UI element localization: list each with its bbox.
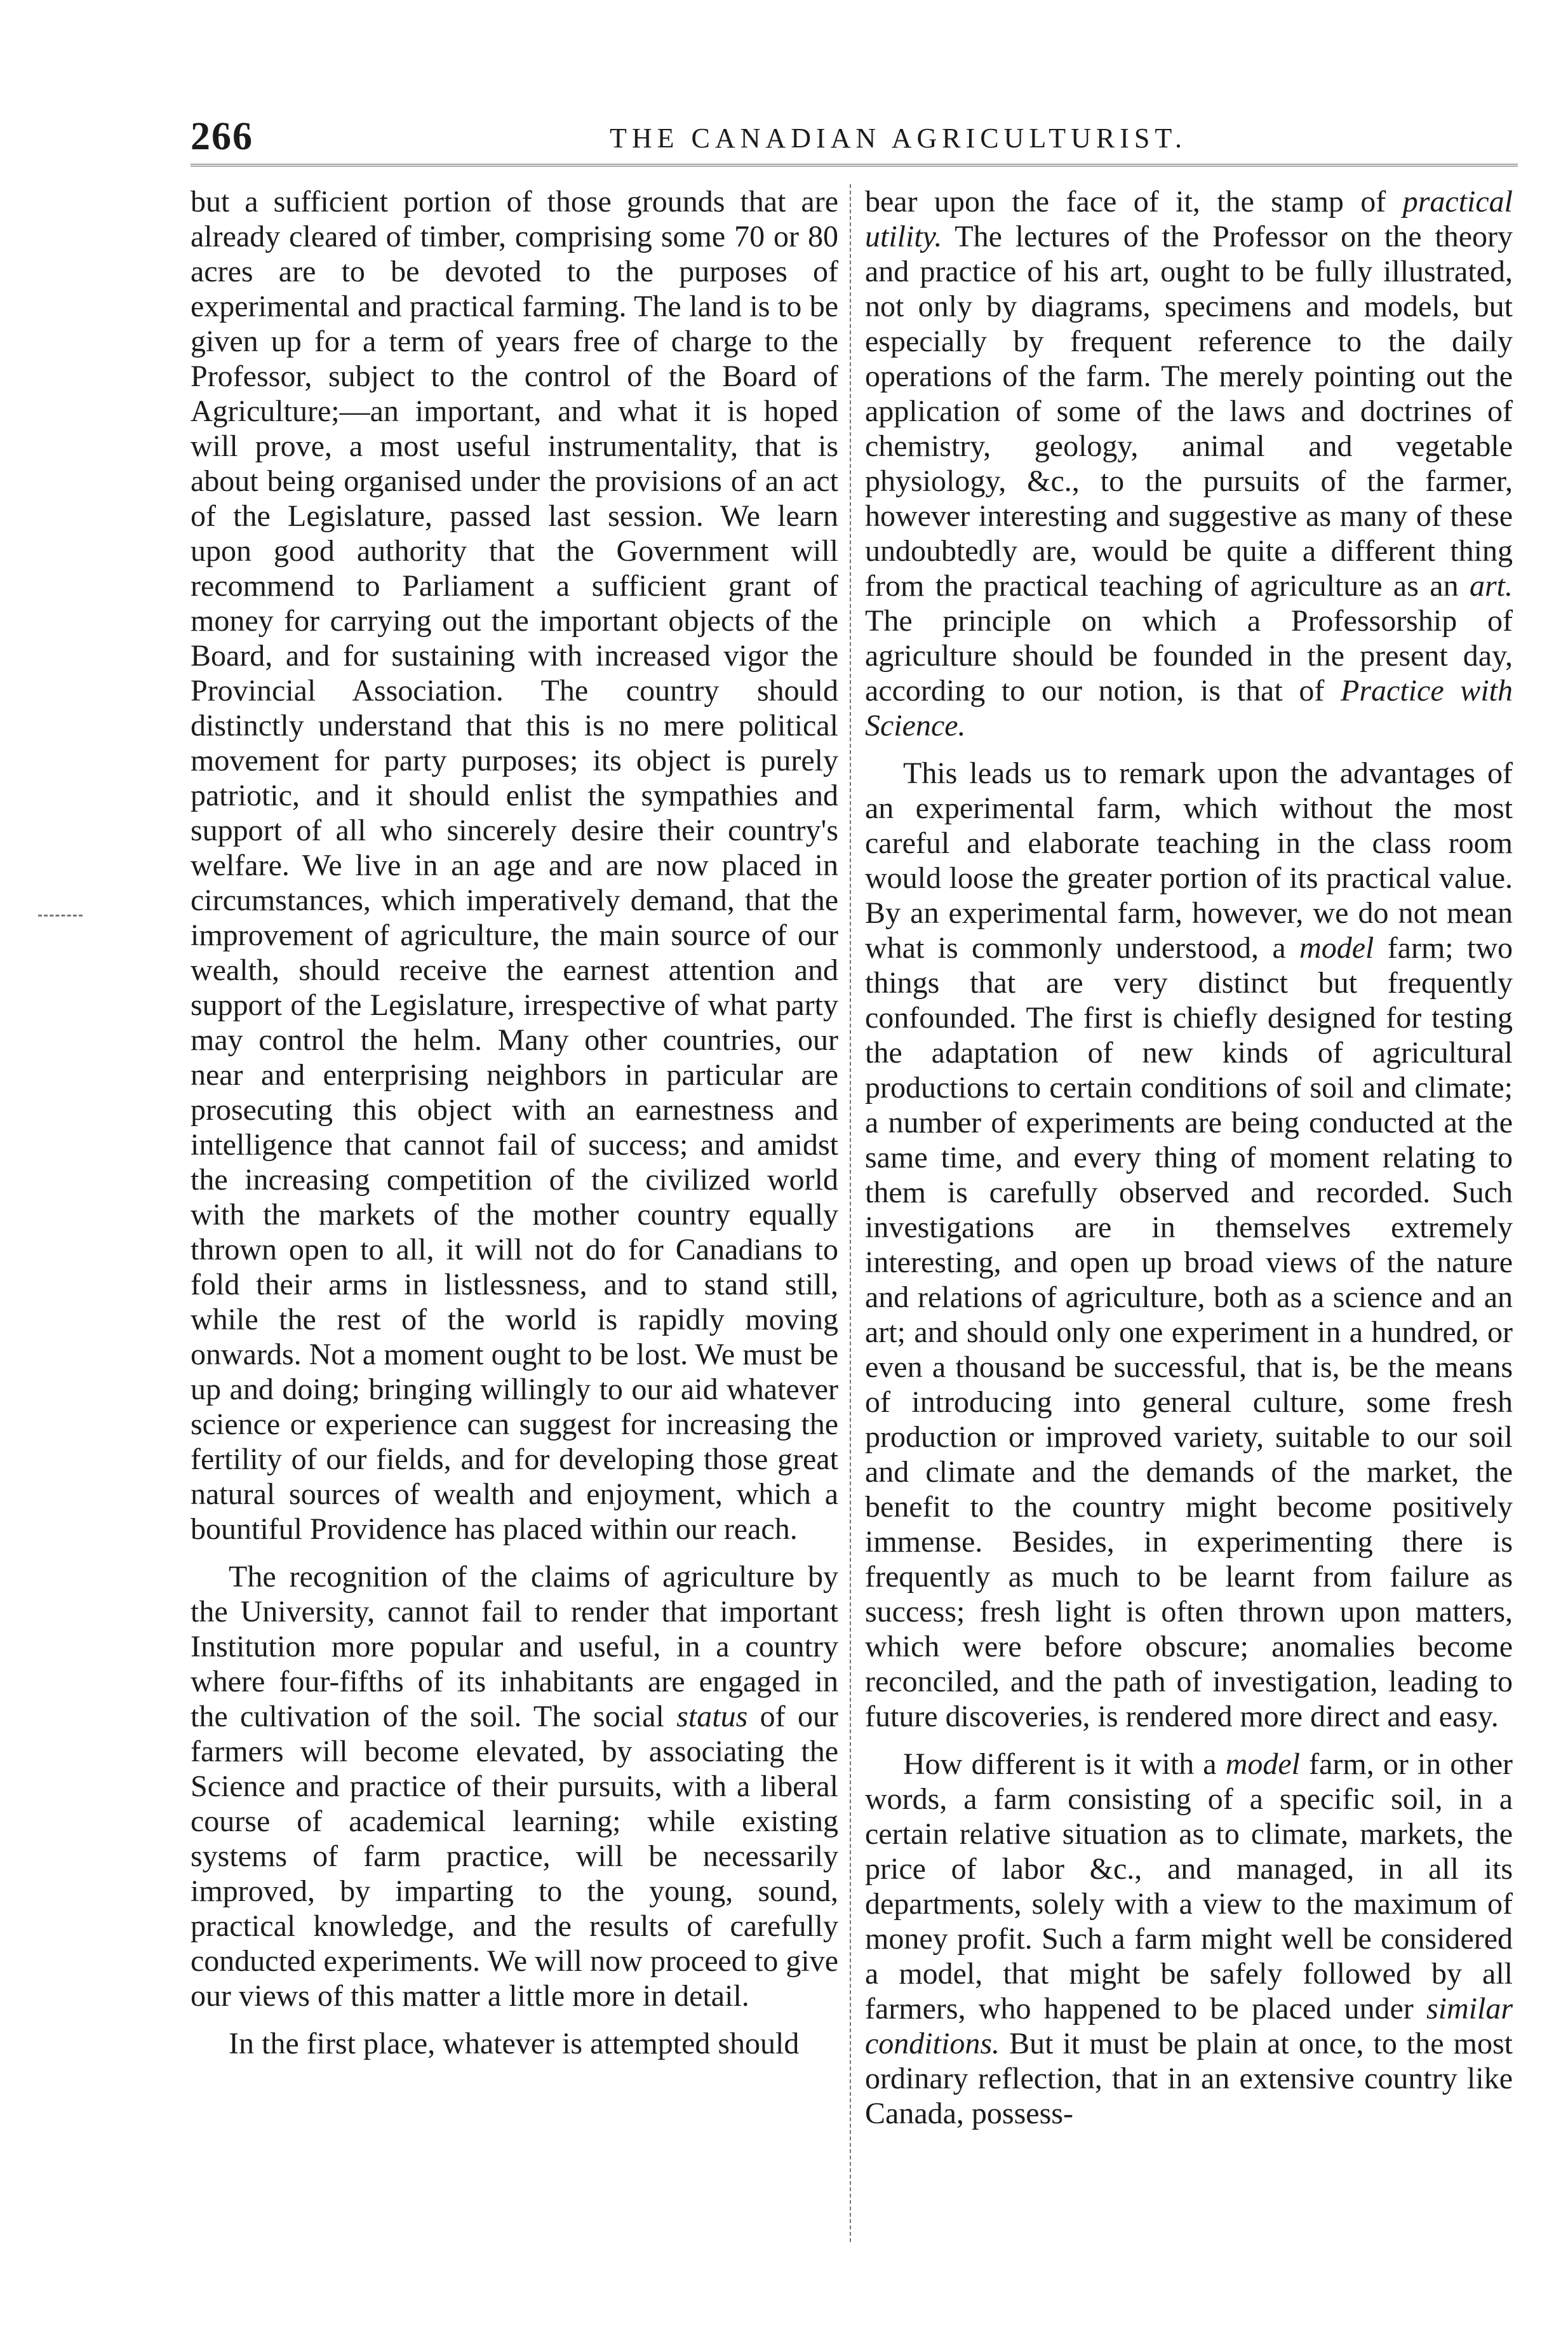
italic-run: status — [676, 1700, 748, 1733]
page-number: 266 — [191, 115, 253, 158]
italic-run: model — [1225, 1747, 1300, 1781]
italic-run: practical utility. — [865, 185, 1513, 253]
margin-mark — [38, 915, 83, 917]
column-divider — [850, 184, 851, 2242]
right-column — [865, 184, 1513, 2131]
italic-run: art. — [1469, 569, 1513, 603]
text-run: The principle on which a Professorship of agriculture should be founded in the present day, according to our notion, is that of — [865, 604, 1513, 708]
text-run: of our farmers will become elevated, by associating the Science and practice of their pursuits, with a liberal course of academical learning; while existing systems of farm practice, will be necessarily improved, by imparting to the young, sound, practical knowledge, and the results of carefully conducted experiments. We will now proceed to give our views of this matter a little more in detail. — [191, 1700, 838, 2013]
text-run: farm, or in other words, a farm consisting of a specific soil, in a certain relative situation as to climate, markets, the price of labor &c., and managed, in all its departments, solely with a view to the maximum of money profit. Such a farm might well be considered a model, that might be safely followed by all farmers, who happened to be placed under — [865, 1747, 1513, 2026]
left-paragraph-3: In the first place, whatever is attempted should — [229, 2027, 800, 2060]
text-run: But it must be plain at once, to the most ordinary reflection, that in an extensive country like Canada, possess- — [865, 2027, 1513, 2130]
text-run: bear upon the face of it, the stamp of — [865, 185, 1403, 218]
header-rule — [191, 164, 1518, 166]
text-run: The lectures of the Professor on the theory and practice of his art, ought to be fully illustrated, not only by diagrams, specimens and models, but especially by frequent reference to the daily operations of the farm. The merely pointing out the application of some of the laws and doctrines of chemistry, geology, animal and vegetable physiology, &c., to the pursuits of the farmer, however interesting and suggestive as many of these undoubtedly are, would be quite a different thing from the practical teaching of agriculture as an — [865, 220, 1513, 603]
right-paragraph-1 — [865, 184, 1513, 743]
text-run: This leads us to remark upon the advantages of an experimental farm, which without the most careful and elaborate teaching in the class room would loose the greater portion of its practical value. By an experimental farm, however, we do not mean what is commonly understood, a — [865, 756, 1513, 965]
left-paragraph-1: but a sufficient portion of those grounds that are already cleared of timber, comprising some 70 or 80 acres are to be devoted to the purposes of experimental and practical farming. The land is to be given up for a term of years free of charge to the Professor, subject to the control of the Board of Agriculture;—an important, and what it is hoped will prove, a most useful instrumentality, that is about being organised under the provisions of an act of the Legislature, passed last session. We learn upon good authority that the Government will recommend to Parliament a sufficient grant of money for carrying out the important objects of the Board, and for sustaining with increased vigor the Provincial Association. The country should distinctly understand that this is no mere political movement for party purposes; its object is purely patriotic, and it should enlist the sympathies and support of all who sincerely desire their country's welfare. We live in an age and are now placed in circumstances, which imperatively demand, that the improvement of agriculture, the main source of our wealth, should receive the earnest attention and support of the Legislature, irrespective of what party may control the helm. Many other countries, our near and enterprising neighbors in particular are prosecuting this object with an earnestness and intelligence that cannot fail of success; and amidst the increasing competition of the civilized world with the markets of the mother country equally thrown open to all, it will not do for Canadians to fold their arms in listlessness, and to stand still, while the rest of the world is rapidly moving onwards. Not a moment ought to be lost. We must be up and doing; bringing willingly to our aid whatever science or experience can suggest for increasing the fertility of our fields, and for developing those great natural sources of wealth and enjoyment, which a bountiful Providence has placed within our reach. — [191, 185, 838, 1546]
text-run: The recognition of the claims of agriculture by the University, cannot fail to render that important Institution more popular and useful, in a country where four-fifths of its inhabitants are engaged in the cultivation of the soil. The social — [191, 1560, 838, 1733]
page-header — [191, 114, 1518, 165]
right-paragraph-2 — [865, 756, 1513, 1734]
left-paragraph-2 — [191, 1559, 838, 2013]
text-run: farm; two things that are very distinct but frequently confounded. The first is chiefly designed for testing the adaptation of new kinds of agricultural productions to certain conditions of soil and climate; a number of experiments are being conducted at the same time, and every thing of moment relating to them is carefully observed and recorded. Such investigations are in themselves extremely interesting, and open up broad views of the nature and relations of agriculture, both as a science and an art; and should only one experiment in a hundred, or even a thousand be successful, that is, be the means of introducing into general culture, some fresh production or improved variety, suitable to our soil and climate and the demands of the market, the benefit to the country might become positively immense. Besides, in experimenting there is frequently as much to be learnt from failure as success; fresh light is often thrown upon matters, which were before obscure; anomalies become reconciled, and the path of investigation, leading to future discoveries, is rendered more direct and easy. — [865, 931, 1513, 1733]
right-paragraph-3 — [865, 1747, 1513, 2131]
italic-run: similar conditions. — [865, 1992, 1513, 2060]
italic-run: Practice with Science. — [865, 674, 1513, 742]
left-column — [191, 184, 838, 2061]
text-run: How different is it with a — [903, 1747, 1226, 1781]
running-head: THE CANADIAN AGRICULTURIST. — [610, 123, 1187, 154]
italic-run: model — [1299, 931, 1374, 965]
